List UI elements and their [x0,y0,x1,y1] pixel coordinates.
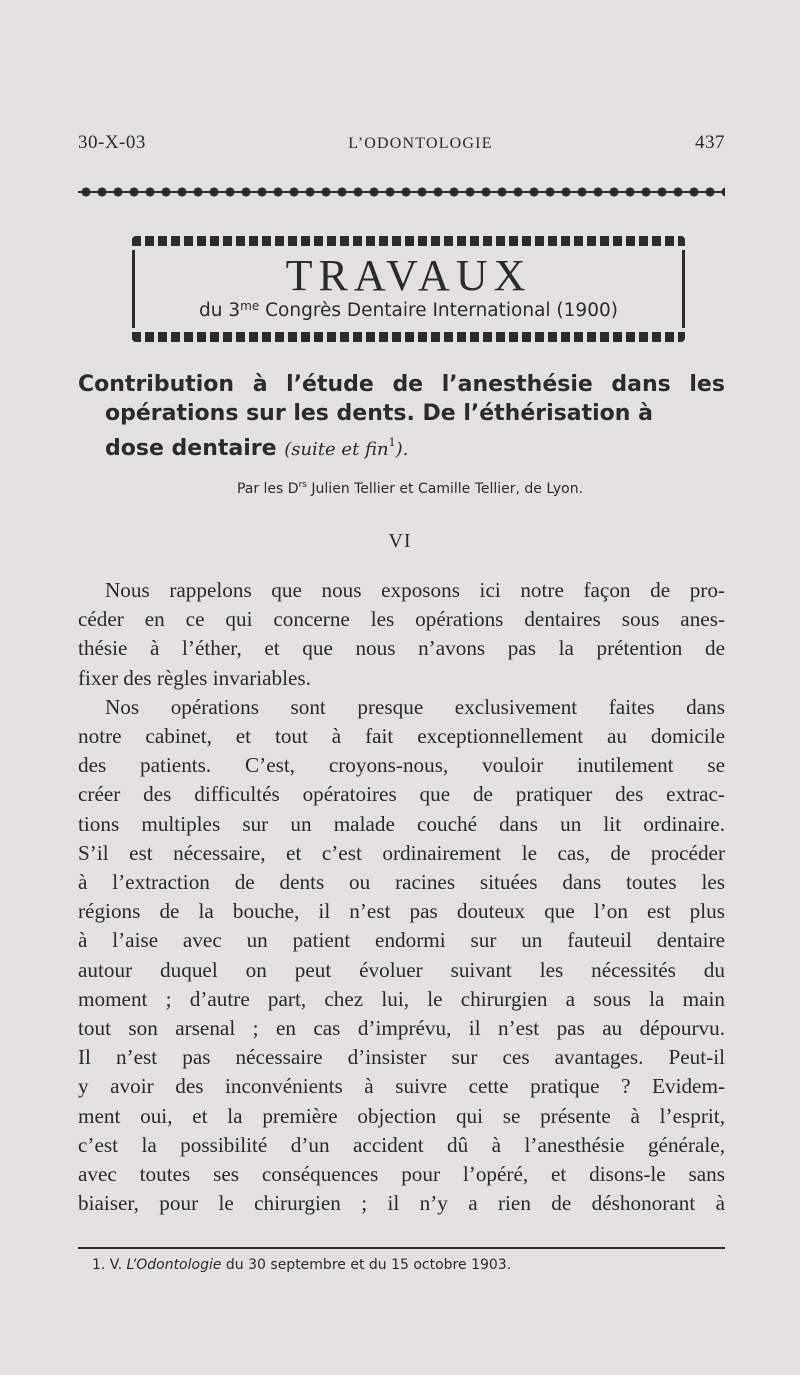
title-line-2: opérations sur les dents. De l’éthérisation à [105,401,653,426]
footnote-marker: 1 [388,436,396,449]
title-word: Contribution [78,372,235,397]
title-line-3 [78,428,725,464]
authors-prefix: Par les D [236,481,299,497]
header-date: 30-X-03 [78,132,146,153]
footnote-suffix: du 30 septembre et du 15 octobre 1903. [221,1257,512,1273]
body-line: Nous rappelons que nous exposons ici notre façon de pro- [105,578,725,602]
body-line: à l’extraction de dents ou racines situées dans toutes les [78,870,725,895]
article-title [78,370,725,464]
ornamental-rule [78,184,725,200]
body-line: c’est la possibilité d’un accident dû à l’anesthésie générale, [78,1132,725,1157]
body-line: moment ; d’autre part, chez lui, le chirurgien a sous la main [78,986,725,1011]
body-line: notre cabinet, et tout à fait exceptionnellement au domicile [78,724,725,749]
body-line: créer des difficultés opératoires que de pratiquer des extrac- [78,782,725,807]
authors-line [0,480,800,497]
body-line: Nos opérations sont presque exclusivement faites dans [105,694,725,719]
banner-top-border [132,236,685,246]
title-note-text: (suite et fin [284,439,389,460]
body-line: autour duquel on peut évoluer suivant les nécessités du [78,957,725,982]
banner-subtitle [132,300,685,321]
authors-names: Julien Tellier et Camille Tellier, de Lyon. [306,481,584,497]
section-number: VI [388,530,412,552]
body-line: fixer des règles invariables. [78,665,311,690]
body-line: S’il est nécessaire, et c’est ordinairement le cas, de procéder [78,840,725,865]
title-line-3-text: dose dentaire [105,436,285,461]
travaux-banner [132,236,685,342]
body-line: Il n’est pas nécessaire d’insister sur ces avantages. Peut-il [78,1045,725,1070]
title-word: à [252,372,268,397]
body-line: y avoir des inconvénients à suivre cette pratique ? Evidem- [78,1074,725,1099]
title-note [284,436,409,460]
title-word: l’anesthésie [441,372,593,397]
footnote-rule [78,1247,725,1249]
banner-bottom-border [132,332,685,342]
body-line: tout son arsenal ; en cas d’imprévu, il n’est pas au dépourvu. [78,1016,725,1041]
authors-sup: rs [298,480,307,490]
body-line: tions multiples sur un malade couché dans un lit ordinaire. [78,811,725,836]
body-line: régions de la bouche, il n’est pas douteux que l’on est plus [78,899,725,924]
body-line: thésie à l’éther, et que nous n’avons pas la prétention de [78,636,725,661]
body-line: à l’aise avec un patient endormi sur un fauteuil dentaire [78,928,725,953]
title-word: de [392,372,424,397]
banner-sub-prefix: du 3 [199,300,241,321]
title-word: l’étude [286,372,374,397]
article-body [78,576,725,1218]
footnote-journal: L’Odontologie [126,1257,222,1273]
title-word: les [689,372,725,397]
title-word: dans [611,372,671,397]
footnote-prefix: 1. V. [92,1257,127,1273]
body-line: des patients. C’est, croyons-nous, vouloir inutilement se [78,753,725,778]
banner-sub-suffix: Congrès Dentaire International (1900) [259,300,618,321]
title-note-end: ). [395,439,409,460]
body-line: biaiser, pour le chirurgien ; il n’y a rien de déshonorant à [78,1191,725,1216]
footnote [92,1257,511,1273]
body-line: céder en ce qui concerne les opérations dentaires sous anes- [78,607,725,632]
page-number: 437 [695,132,725,153]
body-line: avec toutes ses conséquences pour l’opéré, et disons-le sans [78,1162,725,1187]
banner-sub-ordinal: me [240,299,260,313]
body-line: ment oui, et la première objection qui se présente à l’esprit, [78,1103,725,1128]
banner-title: TRAVAUX [285,251,532,300]
running-header [78,132,725,154]
header-journal: L’ODONTOLOGIE [348,135,493,152]
title-line-1 [78,370,725,399]
